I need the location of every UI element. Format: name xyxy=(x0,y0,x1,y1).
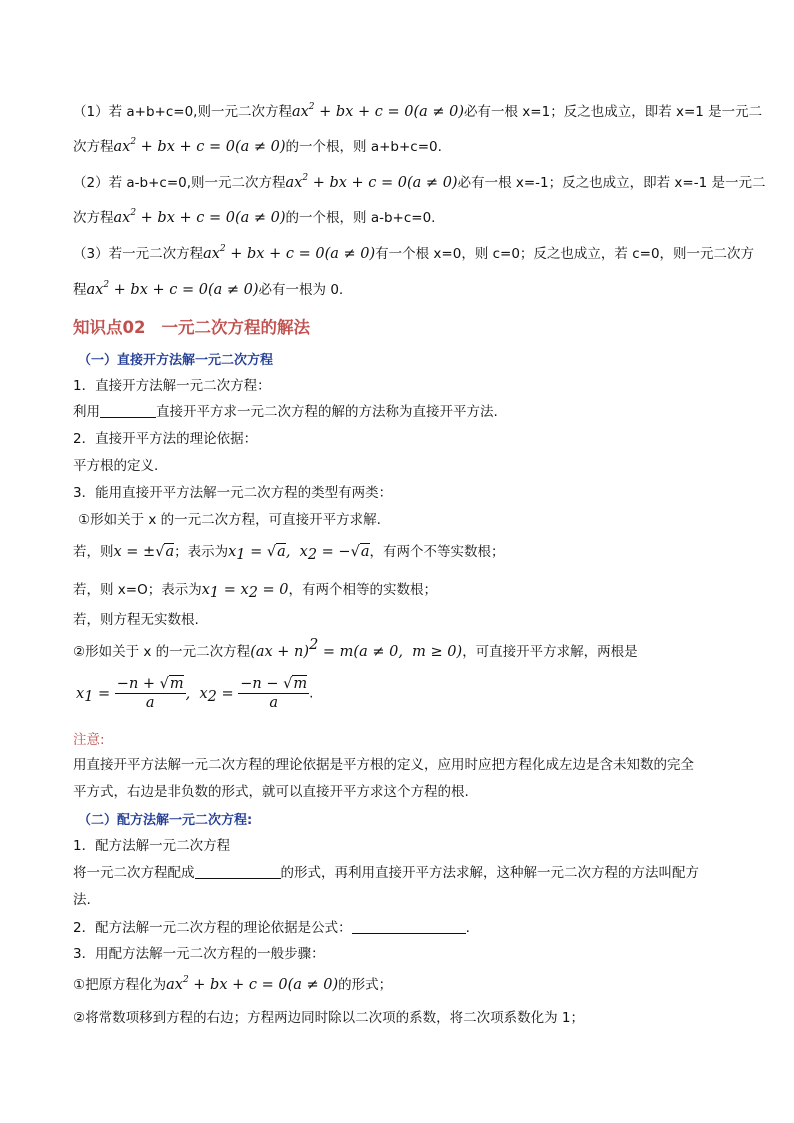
s1-type-2: ②形如关于 x 的一元二次方程(ax + n)$^2$ = m(a ≠ 0, m ≥ 0)，可直接开平方求解，两根是 xyxy=(73,637,638,660)
s2-item-2: 2．配方法解一元二次方程的理论依据是公式： . xyxy=(73,920,470,936)
subheading-direct-root-method: （一）直接开方法解一元二次方程 xyxy=(78,353,274,368)
fill-in-blank xyxy=(195,864,281,879)
subheading-completing-square: （二）配方法解一元二次方程: xyxy=(78,813,253,828)
paragraph-2-line-1: （2）若 a-b+c=0,则一元二次方程$ax^2$ + bx + c = 0(a ≠ 0)必有一根 x=-1；反之也成立，即若 x=-1 是一元二 xyxy=(73,173,766,191)
case-1: 若，则x = ±√a；表示为$x_1 = √a$, $x_2 = -√a$，有两个不等实数根； xyxy=(73,544,505,563)
s1-item-3: 3．能用直接开平方法解一元二次方程的类型有两类： xyxy=(73,485,393,501)
paragraph-1-line-2: 次方程$ax^2$ + bx + c = 0(a ≠ 0)的一个根，则 a+b+c=0. xyxy=(73,137,442,155)
fill-in-blank xyxy=(352,919,466,934)
quadratic-equation-math: $ax^2$ + bx + c = 0(a ≠ 0) xyxy=(291,102,465,120)
s2-step-1: ①把原方程化为$ax^2$ + bx + c = 0(a ≠ 0)的形式； xyxy=(73,975,393,993)
quadratic-equation-math: $ax^2$ + bx + c = 0(a ≠ 0) xyxy=(203,244,376,262)
fraction-root-1: $\frac{-n + √m}{a}$ xyxy=(116,676,184,711)
quadratic-equation-math: $ax^2$ + bx + c = 0(a ≠ 0) xyxy=(113,208,286,226)
s1-type-1: ①形如关于 x 的一元二次方程，可直接开平方求解. xyxy=(78,512,381,528)
fraction-root-2: $\frac{-n - √m}{a}$ xyxy=(240,676,308,711)
s1-item-2: 2．直接开平方法的理论依据： xyxy=(73,431,258,447)
case-2: 若，则 x=O；表示为$x_1 = x_2 = 0$，有两个相等的实数根； xyxy=(73,582,438,601)
s2-item-1: 1．配方法解一元二次方程 xyxy=(73,838,231,854)
paragraph-3-line-1: （3）若一元二次方程$ax^2$ + bx + c = 0(a ≠ 0)有一个根 x=0，则 c=0；反之也成立，若 c=0，则一元二次方 xyxy=(73,244,755,262)
s2-item-1-text: 将一元二次方程配成 的形式，再利用直接开平方法求解，这种解一元二次方程的方法叫配方 xyxy=(73,865,699,881)
case-3: 若，则方程无实数根. xyxy=(73,612,199,628)
two-roots-fraction-formula: $x_1$ = $\frac{-n + √m}{a}$ , $x_2$ = $\frac{-n - √m}{a}$ . xyxy=(76,676,314,711)
s1-item-1-text: 利用 直接开平方求一元二次方程的解的方法称为直接开平方法. xyxy=(73,404,498,420)
s2-item-3: 3．用配方法解一元二次方程的一般步骤： xyxy=(73,946,325,962)
quadratic-equation-math: $ax^2$ + bx + c = 0(a ≠ 0) xyxy=(166,975,339,993)
note-line-2: 平方式，右边是非负数的形式，就可以直接开平方求这个方程的根. xyxy=(73,784,469,800)
quadratic-equation-math: $ax^2$ + bx + c = 0(a ≠ 0) xyxy=(86,280,259,298)
paragraph-2-line-2: 次方程$ax^2$ + bx + c = 0(a ≠ 0)的一个根，则 a-b+c=0. xyxy=(73,208,436,226)
paragraph-3-line-2: 程$ax^2$ + bx + c = 0(a ≠ 0)必有一根为 0. xyxy=(73,280,344,298)
paragraph-1-line-1: （1）若 a+b+c=0,则一元二次方程$ax^2$ + bx + c = 0(a ≠ 0)必有一根 x=1；反之也成立，即若 x=1 是一元二 xyxy=(73,102,763,120)
fill-in-blank xyxy=(100,403,156,418)
note-line-1: 用直接开平方法解一元二次方程的理论依据是平方根的定义，应用时应把方程化成左边是含未知数的完全 xyxy=(73,757,694,773)
s2-step-2: ②将常数项移到方程的右边；方程两边同时除以二次项的系数，将二次项系数化为 1； xyxy=(73,1010,584,1026)
s1-item-2-text: 平方根的定义. xyxy=(73,458,159,474)
section-number: 知识点02 xyxy=(73,318,146,337)
section-heading xyxy=(73,314,310,338)
quadratic-equation-math: $ax^2$ + bx + c = 0(a ≠ 0) xyxy=(113,137,286,155)
root-formula-math: x = ±√a xyxy=(113,544,175,560)
section-title: 一元二次方程的解法 xyxy=(161,318,310,337)
quadratic-equation-math: $ax^2$ + bx + c = 0(a ≠ 0) xyxy=(285,173,458,191)
two-roots-math: $x_1 = √a$, $x_2 = -√a$ xyxy=(228,544,370,563)
square-form-math: (ax + n)$^2$ = m(a ≠ 0, m ≥ 0) xyxy=(250,637,463,660)
s2-item-1-text-2: 法. xyxy=(73,892,91,908)
note-label: 注意: xyxy=(73,732,105,748)
equal-roots-math: $x_1 = x_2 = 0$ xyxy=(201,582,289,601)
s1-item-1: 1．直接开方法解一元二次方程： xyxy=(73,378,271,394)
